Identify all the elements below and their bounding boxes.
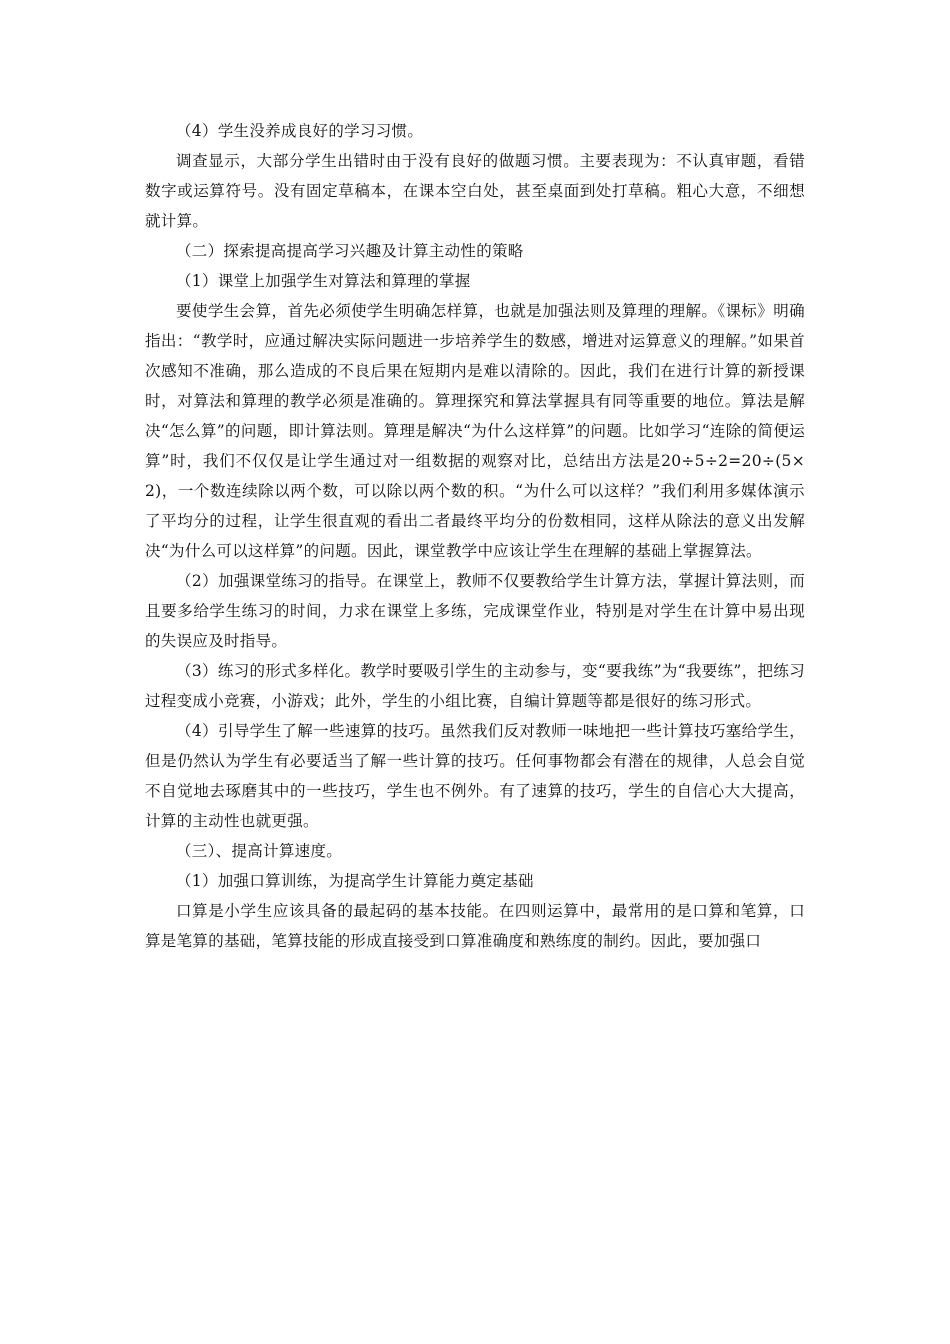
document-page [145,116,805,956]
paragraph-habit-heading: （4）学生没养成良好的学习习惯。 [176,122,424,140]
subheading-algorithm: （1）课堂上加强学生对算法和算理的掌握 [176,272,471,290]
subheading-oral: （1）加强口算训练，为提高学生计算能力奠定基础 [176,872,534,890]
paragraph-speed-tips: （4）引导学生了解一些速算的技巧。虽然我们反对教师一味地把一些计算技巧塞给学生，但是仍然认为学生有必要适当了解一些计算的技巧。任何事物都会有潜在的规律，人总会自觉不自觉地去琢磨其中的一些技巧，学生也不例外。有了速算的技巧，学生的自信心大大提高，计算的主动性也就更强。 [145,722,805,830]
paragraph-survey: 调查显示，大部分学生出错时由于没有良好的做题习惯。主要表现为：不认真审题，看错数字或运算符号。没有固定草稿本，在课本空白处，甚至桌面到处打草稿。粗心大意，不细想就计算。 [145,152,805,230]
paragraph-practice-forms: （3）练习的形式多样化。教学时要吸引学生的主动参与，变“要我练”为“我要练”，把练习过程变成小竞赛，小游戏；此外，学生的小组比赛，自编计算题等都是很好的练习形式。 [145,662,805,710]
paragraph-algorithm: 要使学生会算，首先必须使学生明确怎样算，也就是加强法则及算理的理解。《课标》明确指出：“教学时，应通过解决实际问题进一步培养学生的数感，增进对运算意义的理解。”如果首次感知不准确，那么造成的不良后果在短期内是难以清除的。因此，我们在进行计算的新授课时，对算法和算理的教学必须是准确的。算理探究和算法掌握具有同等重要的地位。算法是解决“怎么算”的问题，即计算法则。算理是解决“为什么这样算”的问题。比如学习“连除的简便运算”时，我们不仅仅是让学生通过对一组数据的观察对比，总结出方法是20÷5÷2=20÷(5×2)，一个数连续除以两个数，可以除以两个数的积。“为什么可以这样？”我们利用多媒体演示了平均分的过程，让学生很直观的看出二者最终平均分的份数相同，这样从除法的意义出发解决“为什么可以这样算”的问题。因此，课堂教学中应该让学生在理解的基础上掌握算法。 [145,302,805,560]
section-heading-strategy: （二）探索提高提高学习兴趣及计算主动性的策略 [176,242,524,260]
paragraph-oral: 口算是小学生应该具备的最起码的基本技能。在四则运算中，最常用的是口算和笔算，口算是笔算的基础，笔算技能的形成直接受到口算准确度和熟练度的制约。因此，要加强口 [145,902,805,950]
paragraph-practice-guidance: （2）加强课堂练习的指导。在课堂上，教师不仅要教给学生计算方法，掌握计算法则，而且要多给学生练习的时间，力求在课堂上多练，完成课堂作业，特别是对学生在计算中易出现的失误应及时指导。 [145,572,805,650]
section-heading-speed: （三）、提高计算速度。 [176,842,343,860]
